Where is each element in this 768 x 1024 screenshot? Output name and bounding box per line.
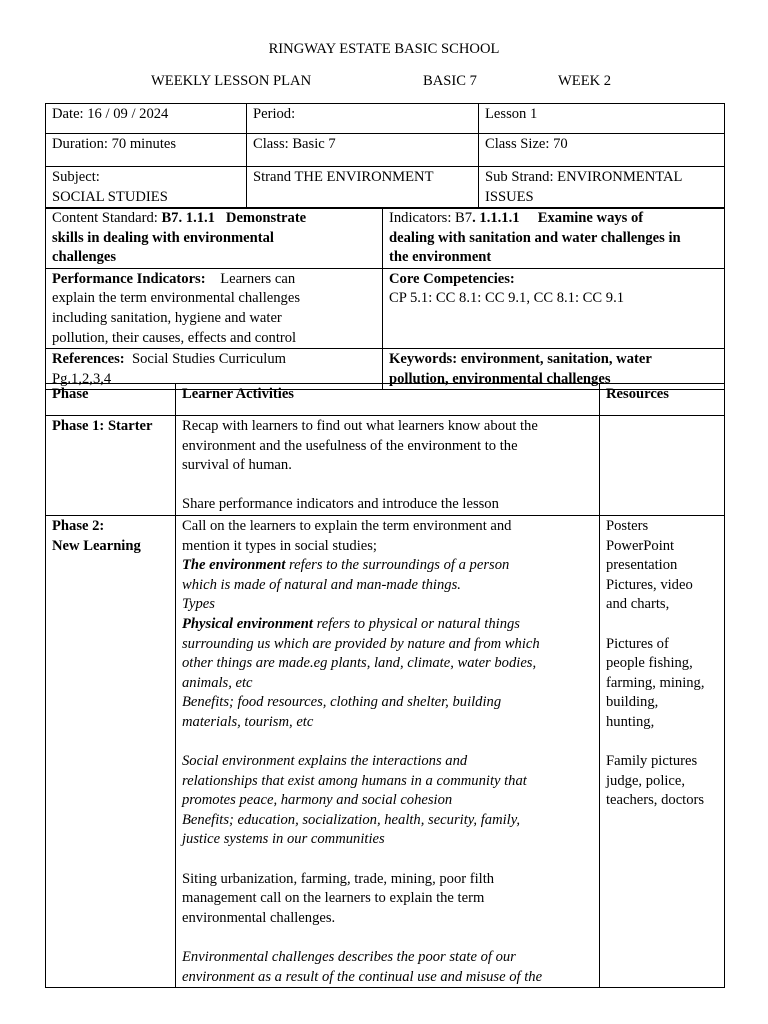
standards-table bbox=[45, 207, 725, 390]
col-phase: Phase bbox=[52, 386, 89, 402]
phase2-resources bbox=[600, 515, 725, 987]
phase1-line: environment and the usefulness of the environment to the bbox=[182, 437, 518, 454]
phase1-name: Phase 1: Starter bbox=[52, 418, 153, 434]
core-value: CP 5.1: CC 8.1: CC 9.1, CC 8.1: CC 9.1 bbox=[389, 290, 625, 307]
phase1-line: Recap with learners to find out what learners know about the bbox=[182, 418, 538, 434]
phases-table bbox=[45, 383, 725, 988]
school-name: RINGWAY ESTATE BASIC SCHOOL bbox=[268, 41, 500, 57]
plan-title: WEEKLY LESSON PLAN bbox=[151, 73, 312, 89]
phase2-line: which is made of natural and man-made things. bbox=[182, 576, 461, 593]
phase2-line: surrounding us which are provided by nature and from which bbox=[182, 635, 540, 652]
phase2-line: Types bbox=[182, 596, 215, 613]
substrand-line2: ISSUES bbox=[485, 188, 534, 205]
performance-indicators-cell bbox=[46, 268, 383, 348]
phase1-line: Share performance indicators and introduce the lesson bbox=[182, 496, 499, 513]
environment-term: The environment bbox=[182, 557, 286, 574]
plan-week: WEEK 2 bbox=[558, 73, 612, 89]
class-cell: Class: Basic 7 bbox=[247, 134, 479, 167]
phase2-line: refers to physical or natural things bbox=[312, 615, 520, 632]
phase2-line: Siting urbanization, farming, trade, mining, poor filth bbox=[182, 870, 495, 887]
content-standard-line2: skills in dealing with environmental bbox=[52, 229, 274, 246]
core-label: Core Competencies: bbox=[389, 270, 515, 287]
resource-item: and charts, bbox=[606, 596, 670, 613]
phase2-line: Benefits; food resources, clothing and shelter, building bbox=[182, 694, 502, 711]
phase2-line: justice systems in our communities bbox=[182, 831, 385, 848]
resource-item: Pictures, video bbox=[606, 576, 693, 593]
phase2-line: materials, tourism, etc bbox=[182, 713, 314, 730]
indicators-label: Indicators: B7 bbox=[389, 210, 473, 226]
subject-value: SOCIAL STUDIES bbox=[52, 188, 168, 205]
col-resources: Resources bbox=[606, 386, 669, 402]
lesson-cell: Lesson 1 bbox=[479, 104, 725, 134]
performance-line1: Learners can bbox=[205, 270, 296, 287]
phase2-line: refers to the surroundings of a person bbox=[285, 557, 510, 574]
strand-cell: Strand THE ENVIRONMENT bbox=[247, 167, 479, 209]
subject-cell bbox=[46, 167, 247, 209]
resource-item: hunting, bbox=[606, 713, 655, 730]
phase2-line: management call on the learners to explain the term bbox=[182, 890, 485, 907]
phase2-line: Benefits; education, socialization, health, security, family, bbox=[182, 811, 521, 828]
phase2-name-line1: Phase 2: bbox=[52, 517, 105, 534]
resource-item: Pictures of bbox=[606, 635, 669, 652]
resource-item: people fishing, bbox=[606, 655, 693, 672]
period-cell: Period: bbox=[247, 104, 479, 134]
substrand-cell bbox=[479, 167, 725, 209]
phase2-line: Environmental challenges describes the poor state of our bbox=[182, 949, 516, 966]
date-cell: Date: 16 / 09 / 2024 bbox=[46, 104, 247, 134]
phase2-name bbox=[46, 515, 176, 987]
resource-item: judge, police, bbox=[606, 772, 686, 789]
resource-item: Posters bbox=[606, 517, 649, 534]
col-activities: Learner Activities bbox=[182, 386, 294, 402]
performance-line4: pollution, their causes, effects and control bbox=[52, 329, 297, 346]
resource-item: farming, mining, bbox=[606, 674, 705, 691]
phase2-line: other things are made.eg plants, land, climate, water bodies, bbox=[182, 655, 537, 672]
resource-item: PowerPoint bbox=[606, 537, 675, 554]
phase2-line: Call on the learners to explain the term environment and bbox=[182, 517, 512, 534]
phase1-line: survival of human. bbox=[182, 457, 292, 474]
phase2-line: environmental challenges. bbox=[182, 909, 336, 926]
phase2-activities bbox=[176, 515, 600, 987]
content-standard-code: B7. 1.1.1 bbox=[161, 210, 215, 226]
resource-item: building, bbox=[606, 694, 659, 711]
subject-label: Subject: bbox=[52, 169, 100, 185]
class-size-cell: Class Size: 70 bbox=[479, 134, 725, 167]
core-competencies-cell bbox=[383, 268, 725, 348]
indicators-line3: the environment bbox=[389, 249, 492, 266]
phase1-resources bbox=[600, 416, 725, 516]
content-standard-label: Content Standard: bbox=[52, 210, 162, 226]
phase2-line: mention it types in social studies; bbox=[182, 537, 377, 554]
performance-line2: explain the term environmental challenges bbox=[52, 290, 301, 307]
phase2-line: environment as a result of the continual use and misuse of the bbox=[182, 968, 543, 985]
indicators-line2: dealing with sanitation and water challenges in bbox=[389, 229, 681, 246]
resource-item: teachers, doctors bbox=[606, 792, 705, 809]
references-line2: Pg.1,2,3,4 bbox=[52, 370, 112, 387]
lesson-info-table bbox=[45, 103, 725, 209]
phase2-name-line2: New Learning bbox=[52, 537, 141, 554]
phase2-line: promotes peace, harmony and social cohesion bbox=[182, 792, 453, 809]
keywords-line1: Keywords: environment, sanitation, water bbox=[389, 351, 652, 368]
substrand-line1: Sub Strand: ENVIRONMENTAL bbox=[485, 169, 683, 185]
content-standard-line3: challenges bbox=[52, 249, 117, 266]
plan-class: BASIC 7 bbox=[423, 73, 477, 89]
phase1-activities bbox=[176, 416, 600, 516]
content-standard-cell bbox=[46, 208, 383, 269]
keywords-line2: pollution, environmental challenges bbox=[389, 370, 611, 387]
performance-label: Performance Indicators: bbox=[52, 270, 206, 287]
indicators-cell bbox=[383, 208, 725, 269]
duration-cell: Duration: 70 minutes bbox=[46, 134, 247, 167]
performance-line3: including sanitation, hygiene and water bbox=[52, 309, 282, 326]
phase2-line: Social environment explains the interactions and bbox=[182, 753, 468, 770]
resource-item: presentation bbox=[606, 557, 678, 574]
resource-item: Family pictures bbox=[606, 753, 698, 770]
content-standard-line1: Demonstrate bbox=[214, 210, 307, 226]
phase2-line: relationships that exist among humans in a community that bbox=[182, 772, 527, 789]
physical-environment-term: Physical environment bbox=[182, 615, 313, 632]
references-label: References: bbox=[52, 351, 125, 368]
phase2-line: animals, etc bbox=[182, 674, 253, 691]
indicators-code: . 1.1.1.1 Examine ways of bbox=[472, 210, 644, 226]
references-line1: Social Studies Curriculum bbox=[124, 351, 286, 368]
